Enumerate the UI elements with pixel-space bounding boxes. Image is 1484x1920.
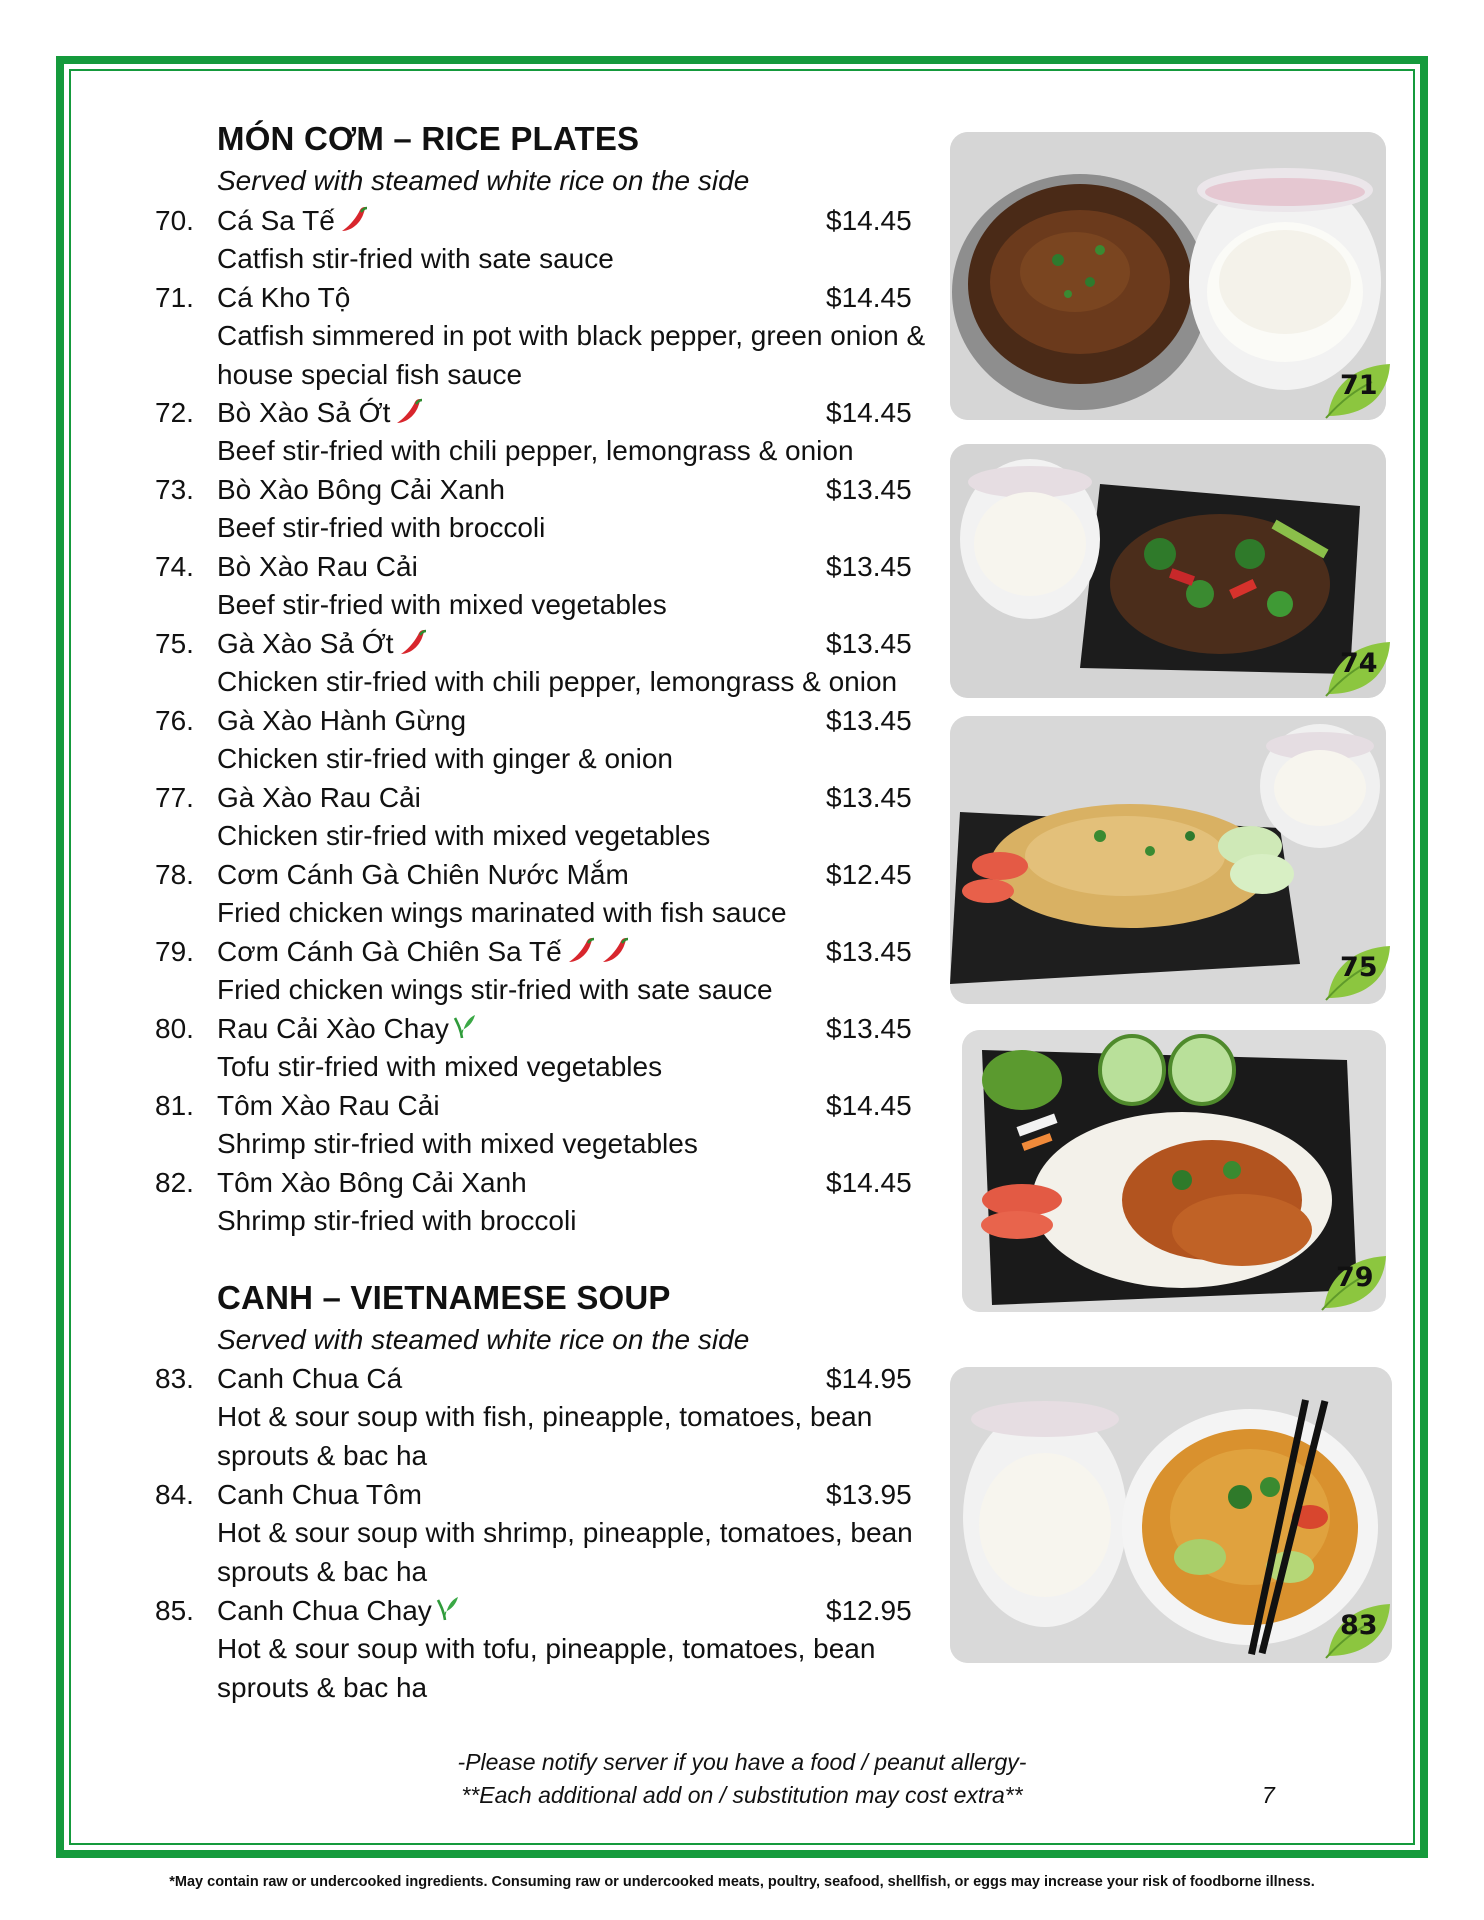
item-price: $13.45 — [826, 628, 912, 659]
item-number: 75. — [155, 628, 194, 659]
item-description: Hot & sour soup with shrimp, pineapple, tomatoes, bean sprouts & bac ha — [217, 1517, 913, 1587]
item-description: Fried chicken wings marinated with fish sauce — [217, 897, 787, 928]
item-name: Cơm Cánh Gà Chiên Nước Mắm — [217, 859, 629, 890]
item-name: Cá Kho Tộ — [217, 282, 351, 313]
page-number: 7 — [1262, 1782, 1275, 1808]
section-heading-soup: CANH – VIETNAMESE SOUP — [217, 1279, 671, 1316]
food-photo-ga-xao-sa-ot — [950, 716, 1386, 1004]
item-number: 78. — [155, 859, 194, 890]
leaf-sprout-icon — [434, 1594, 460, 1622]
photo-badge — [1322, 942, 1394, 1007]
item-name: Tôm Xào Rau Cải — [217, 1090, 440, 1121]
item-number: 83. — [155, 1363, 194, 1394]
item-name: Bò Xào Sả Ớt — [217, 394, 424, 432]
item-name: Canh Chua Cá — [217, 1363, 403, 1394]
item-number: 70. — [155, 205, 194, 236]
section-subheading-soup: Served with steamed white rice on the side — [217, 1324, 750, 1355]
item-description: Chicken stir-fried with chili pepper, lemongrass & onion — [217, 666, 898, 697]
item-number: 77. — [155, 782, 194, 813]
item-name: Gà Xào Hành Gừng — [217, 705, 467, 736]
item-number: 82. — [155, 1167, 194, 1198]
photo-badge — [1322, 638, 1394, 703]
photo-badge-number: 75 — [1340, 952, 1378, 983]
item-price: $13.45 — [826, 474, 912, 505]
item-price: $14.45 — [826, 397, 912, 428]
item-number: 80. — [155, 1013, 194, 1044]
photo-badge-number: 71 — [1340, 370, 1378, 401]
item-name: Tôm Xào Bông Cải Xanh — [217, 1167, 527, 1198]
chili-pepper-icon — [600, 935, 630, 965]
photo-badge-number: 79 — [1336, 1262, 1374, 1293]
item-name: Cơm Cánh Gà Chiên Sa Tế — [217, 933, 630, 971]
item-name: Cá Sa Tế — [217, 202, 369, 240]
section-heading-rice-plates: MÓN CƠM – RICE PLATES — [217, 120, 640, 157]
item-name: Canh Chua Chay — [217, 1592, 460, 1630]
item-name: Canh Chua Tôm — [217, 1479, 422, 1510]
item-number: 76. — [155, 705, 194, 736]
photo-badge-number: 83 — [1340, 1610, 1378, 1641]
chili-pepper-icon — [339, 204, 369, 234]
addon-notice: **Each additional add on / substitution may cost extra** — [461, 1782, 1023, 1808]
item-description: Beef stir-fried with broccoli — [217, 512, 546, 543]
allergy-notice: -Please notify server if you have a food / peanut allergy- — [457, 1749, 1027, 1775]
item-price: $14.45 — [826, 1167, 912, 1198]
item-price: $12.45 — [826, 859, 912, 890]
item-number: 84. — [155, 1479, 194, 1510]
item-number: 71. — [155, 282, 194, 313]
section-subheading-rice-plates: Served with steamed white rice on the side — [217, 165, 750, 196]
leaf-sprout-icon — [451, 1012, 477, 1040]
item-description: Catfish simmered in pot with black pepper, green onion & house special fish sauce — [217, 320, 926, 390]
item-price: $14.45 — [826, 205, 912, 236]
item-number: 85. — [155, 1595, 194, 1626]
item-description: Chicken stir-fried with ginger & onion — [217, 743, 673, 774]
raw-food-disclaimer: *May contain raw or undercooked ingredients. Consuming raw or undercooked meats, poultry, seafood, shellfish, or eggs may increase your risk of foodborne illness. — [169, 1874, 1315, 1890]
item-name: Bò Xào Bông Cải Xanh — [217, 474, 505, 505]
item-name: Gà Xào Rau Cải — [217, 782, 421, 813]
photo-badge — [1322, 360, 1394, 425]
food-photo-bo-xao-rau-cai — [950, 444, 1386, 698]
photo-badge — [1322, 1600, 1394, 1665]
chili-pepper-icon — [566, 935, 596, 965]
item-name: Bò Xào Rau Cải — [217, 551, 418, 582]
photo-badge — [1318, 1252, 1390, 1317]
food-photo-ca-kho-to — [950, 132, 1386, 420]
item-price: $13.45 — [826, 782, 912, 813]
item-description: Fried chicken wings stir-fried with sate sauce — [217, 974, 773, 1005]
item-description: Chicken stir-fried with mixed vegetables — [217, 820, 711, 851]
chili-pepper-icon — [394, 396, 424, 426]
item-price: $12.95 — [826, 1595, 912, 1626]
item-description: Catfish stir-fried with sate sauce — [217, 243, 614, 274]
item-price: $13.45 — [826, 551, 912, 582]
item-number: 73. — [155, 474, 194, 505]
item-number: 79. — [155, 936, 194, 967]
item-number: 74. — [155, 551, 194, 582]
item-price: $14.95 — [826, 1363, 912, 1394]
item-name: Gà Xào Sả Ớt — [217, 625, 428, 663]
item-price: $13.95 — [826, 1479, 912, 1510]
item-number: 81. — [155, 1090, 194, 1121]
item-description: Hot & sour soup with tofu, pineapple, tomatoes, bean sprouts & bac ha — [217, 1633, 876, 1703]
item-number: 72. — [155, 397, 194, 428]
item-description: Shrimp stir-fried with mixed vegetables — [217, 1128, 698, 1159]
item-description: Shrimp stir-fried with broccoli — [217, 1205, 577, 1236]
item-price: $13.45 — [826, 705, 912, 736]
photo-badge-number: 74 — [1340, 648, 1378, 679]
item-price: $13.45 — [826, 1013, 912, 1044]
item-description: Hot & sour soup with fish, pineapple, tomatoes, bean sprouts & bac ha — [217, 1401, 873, 1471]
item-price: $14.45 — [826, 282, 912, 313]
item-name: Rau Cải Xào Chay — [217, 1010, 477, 1048]
item-description: Beef stir-fried with mixed vegetables — [217, 589, 667, 620]
chili-pepper-icon — [398, 627, 428, 657]
item-price: $13.45 — [826, 936, 912, 967]
item-description: Tofu stir-fried with mixed vegetables — [217, 1051, 663, 1082]
item-description: Beef stir-fried with chili pepper, lemongrass & onion — [217, 435, 854, 466]
item-price: $14.45 — [826, 1090, 912, 1121]
